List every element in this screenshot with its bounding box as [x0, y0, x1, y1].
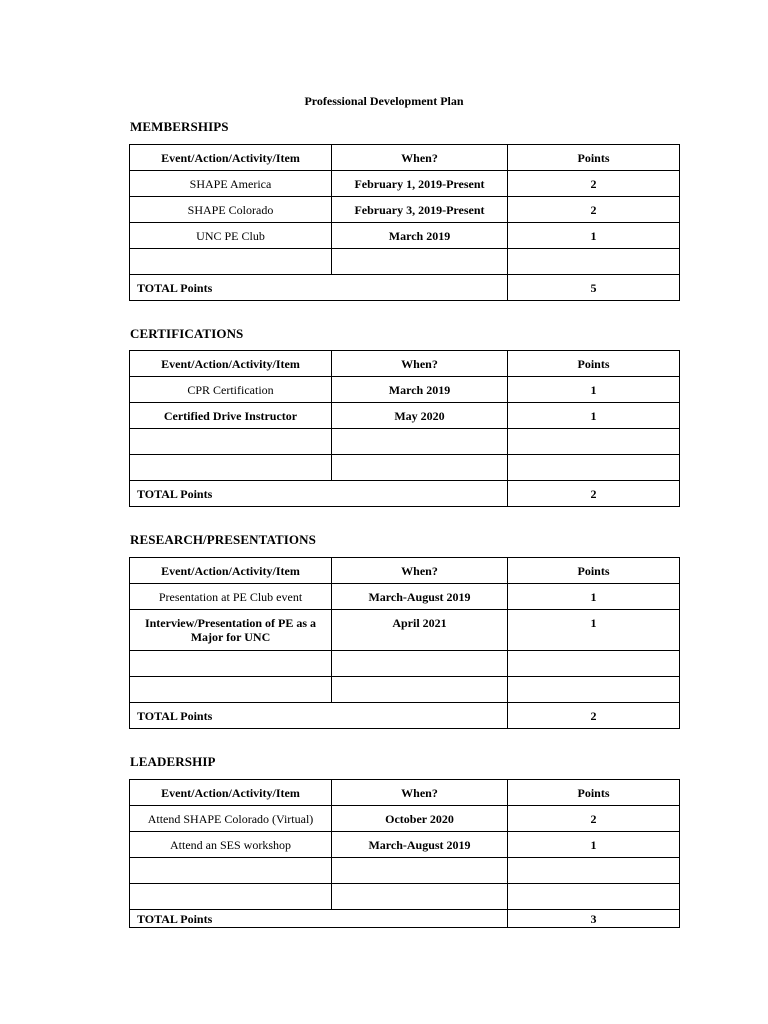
column-header-item: Event/Action/Activity/Item	[130, 351, 332, 377]
total-label: TOTAL Points	[130, 481, 508, 507]
column-header-when: When?	[332, 780, 508, 806]
column-header-item: Event/Action/Activity/Item	[130, 145, 332, 171]
column-header-points: Points	[508, 145, 680, 171]
table-header-row	[130, 780, 680, 806]
research-presentations-table	[129, 557, 680, 729]
column-header-when: When?	[332, 145, 508, 171]
table-row-empty	[130, 858, 680, 884]
points-cell: 2	[508, 171, 680, 197]
total-value: 3	[508, 910, 680, 928]
points-cell	[508, 249, 680, 275]
item-cell: SHAPE Colorado	[130, 197, 332, 223]
when-cell	[332, 677, 508, 703]
table-row	[130, 403, 680, 429]
item-cell: Certified Drive Instructor	[130, 403, 332, 429]
total-label: TOTAL Points	[130, 703, 508, 729]
table-row	[130, 223, 680, 249]
table-row	[130, 584, 680, 610]
points-cell: 1	[508, 832, 680, 858]
item-cell: SHAPE America	[130, 171, 332, 197]
table-row-empty	[130, 455, 680, 481]
table-row	[130, 171, 680, 197]
total-value: 2	[508, 703, 680, 729]
document-title: Professional Development Plan	[304, 94, 464, 108]
column-header-points: Points	[508, 351, 680, 377]
points-cell: 1	[508, 610, 680, 651]
total-value: 2	[508, 481, 680, 507]
column-header-item: Event/Action/Activity/Item	[130, 780, 332, 806]
table-row	[130, 197, 680, 223]
total-label: TOTAL Points	[130, 275, 508, 301]
when-cell: October 2020	[332, 806, 508, 832]
when-cell: March-August 2019	[332, 832, 508, 858]
total-label: TOTAL Points	[130, 910, 508, 928]
memberships-table	[129, 144, 680, 301]
table-row	[130, 806, 680, 832]
column-header-when: When?	[332, 351, 508, 377]
when-cell: March 2019	[332, 377, 508, 403]
item-cell	[130, 249, 332, 275]
total-row	[130, 275, 680, 301]
item-cell	[130, 429, 332, 455]
points-cell	[508, 455, 680, 481]
when-cell: February 1, 2019-Present	[332, 171, 508, 197]
when-cell: May 2020	[332, 403, 508, 429]
points-cell	[508, 858, 680, 884]
item-cell	[130, 884, 332, 910]
table-row-empty	[130, 677, 680, 703]
table-header-row	[130, 351, 680, 377]
when-cell	[332, 429, 508, 455]
when-cell: March 2019	[332, 223, 508, 249]
when-cell: February 3, 2019-Present	[332, 197, 508, 223]
item-cell	[130, 677, 332, 703]
item-cell: CPR Certification	[130, 377, 332, 403]
when-cell: March-August 2019	[332, 584, 508, 610]
points-cell: 1	[508, 584, 680, 610]
points-cell	[508, 651, 680, 677]
table-row	[130, 610, 680, 651]
column-header-item: Event/Action/Activity/Item	[130, 558, 332, 584]
points-cell: 2	[508, 806, 680, 832]
when-cell	[332, 651, 508, 677]
total-row	[130, 481, 680, 507]
total-row	[130, 910, 680, 928]
table-row-empty	[130, 249, 680, 275]
section-heading-leadership: LEADERSHIP	[130, 754, 216, 769]
when-cell	[332, 858, 508, 884]
points-cell	[508, 677, 680, 703]
total-value: 5	[508, 275, 680, 301]
table-row-empty	[130, 884, 680, 910]
table-row	[130, 377, 680, 403]
column-header-points: Points	[508, 558, 680, 584]
points-cell	[508, 429, 680, 455]
table-header-row	[130, 145, 680, 171]
item-cell: Attend an SES workshop	[130, 832, 332, 858]
table-header-row	[130, 558, 680, 584]
points-cell: 1	[508, 403, 680, 429]
points-cell: 1	[508, 377, 680, 403]
item-cell	[130, 651, 332, 677]
table-row-empty	[130, 429, 680, 455]
when-cell	[332, 884, 508, 910]
item-cell: Attend SHAPE Colorado (Virtual)	[130, 806, 332, 832]
section-heading-memberships: MEMBERSHIPS	[130, 119, 229, 134]
table-row-empty	[130, 651, 680, 677]
section-heading-research-presentations: RESEARCH/PRESENTATIONS	[130, 532, 316, 547]
points-cell: 2	[508, 197, 680, 223]
column-header-when: When?	[332, 558, 508, 584]
item-cell	[130, 858, 332, 884]
section-heading-certifications: CERTIFICATIONS	[130, 326, 244, 341]
column-header-points: Points	[508, 780, 680, 806]
certifications-table	[129, 350, 680, 507]
item-cell	[130, 455, 332, 481]
item-cell: UNC PE Club	[130, 223, 332, 249]
points-cell: 1	[508, 223, 680, 249]
when-cell: April 2021	[332, 610, 508, 651]
table-row	[130, 832, 680, 858]
when-cell	[332, 455, 508, 481]
item-cell: Presentation at PE Club event	[130, 584, 332, 610]
points-cell	[508, 884, 680, 910]
leadership-table	[129, 779, 680, 928]
when-cell	[332, 249, 508, 275]
item-cell: Interview/Presentation of PE as a Major for UNC	[130, 610, 332, 651]
total-row	[130, 703, 680, 729]
